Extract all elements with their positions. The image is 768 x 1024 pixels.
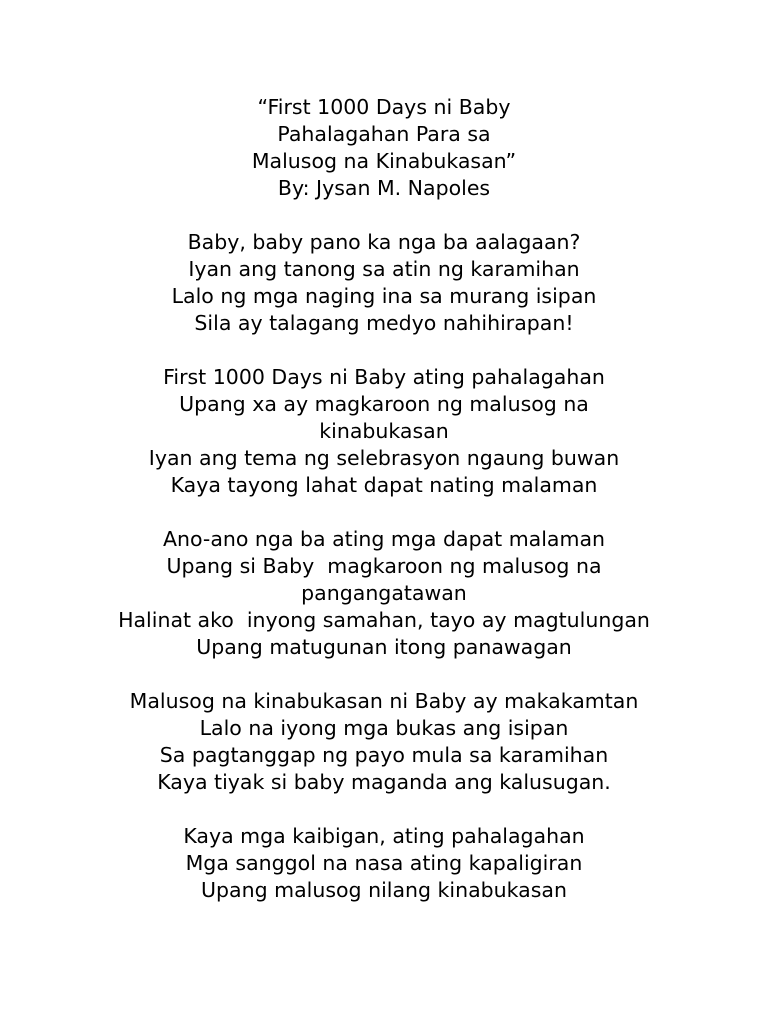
poem-line: Kaya tayong lahat dapat nating malaman bbox=[170, 473, 598, 497]
poem-line: pangangatawan bbox=[301, 581, 467, 605]
stanza-gap bbox=[0, 796, 768, 823]
poem-stanza-2 bbox=[0, 364, 768, 499]
poem-title-block bbox=[0, 94, 768, 202]
poem-stanza-5 bbox=[0, 823, 768, 904]
poem-line: Kaya tiyak si baby maganda ang kalusugan. bbox=[157, 770, 611, 794]
poem-stanza-4 bbox=[0, 688, 768, 796]
poem-stanza-3 bbox=[0, 526, 768, 661]
poem-line: First 1000 Days ni Baby ating pahalagahan bbox=[163, 365, 605, 389]
stanza-gap bbox=[0, 499, 768, 526]
stanza-gap bbox=[0, 337, 768, 364]
poem-stanza-1 bbox=[0, 229, 768, 337]
poem-line: Sa pagtanggap ng payo mula sa karamihan bbox=[159, 743, 609, 767]
poem-line: Iyan ang tema ng selebrasyon ngaung buwan bbox=[148, 446, 620, 470]
poem-line: kinabukasan bbox=[319, 419, 449, 443]
poem-line: Kaya mga kaibigan, ating pahalagahan bbox=[183, 824, 585, 848]
poem-line: Malusog na kinabukasan ni Baby ay makakamtan bbox=[129, 689, 639, 713]
poem-author-line: By: Jysan M. Napoles bbox=[277, 176, 491, 200]
poem-line: Ano-ano nga ba ating mga dapat malaman bbox=[162, 527, 606, 551]
poem-title-line: “First 1000 Days ni Baby bbox=[257, 95, 511, 119]
stanza-gap bbox=[0, 202, 768, 229]
poem-line: Iyan ang tanong sa atin ng karamihan bbox=[188, 257, 580, 281]
poem-line: Upang malusog nilang kinabukasan bbox=[201, 878, 567, 902]
stanza-gap bbox=[0, 661, 768, 688]
poem-line: Mga sanggol na nasa ating kapaligiran bbox=[185, 851, 583, 875]
poem-line: Halinat ako inyong samahan, tayo ay magtulungan bbox=[118, 608, 650, 632]
poem-title-line: Pahalagahan Para sa bbox=[277, 122, 491, 146]
poem-title-line: Malusog na Kinabukasan” bbox=[251, 149, 517, 173]
poem-line: Upang si Baby magkaroon ng malusog na bbox=[166, 554, 602, 578]
poem-line: Upang xa ay magkaroon ng malusog na bbox=[179, 392, 589, 416]
poem-line: Upang matugunan itong panawagan bbox=[196, 635, 572, 659]
poem-line: Lalo na iyong mga bukas ang isipan bbox=[199, 716, 569, 740]
poem-line: Sila ay talagang medyo nahihirapan! bbox=[194, 311, 574, 335]
poem-document bbox=[0, 94, 768, 904]
poem-line: Lalo ng mga naging ina sa murang isipan bbox=[171, 284, 597, 308]
poem-line: Baby, baby pano ka nga ba aalagaan? bbox=[187, 230, 581, 254]
